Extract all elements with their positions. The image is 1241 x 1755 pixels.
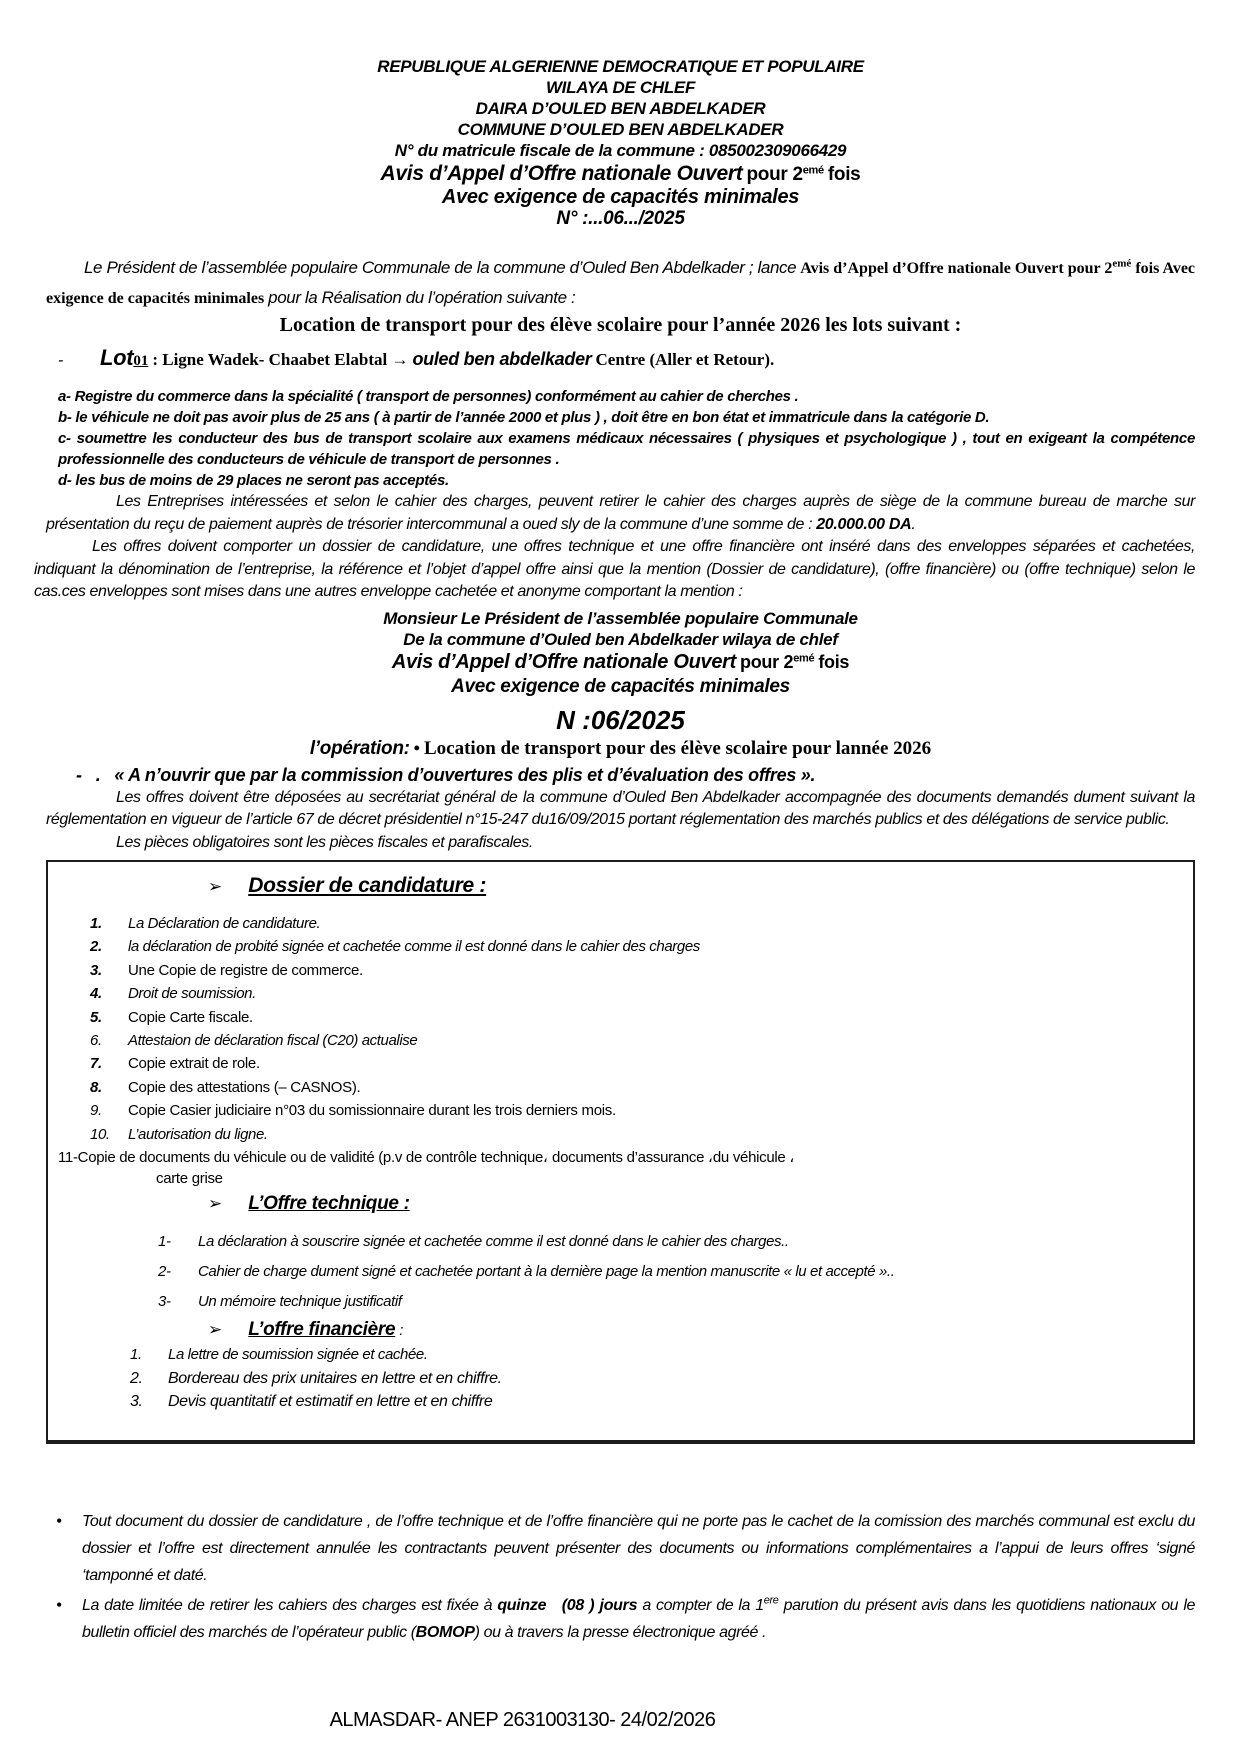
candidature-item: 6. Attestaion de déclaration fiscal (C20) actualise (90, 1032, 418, 1050)
paragraph-retrait (46, 491, 1195, 536)
lot-line (46, 343, 1195, 376)
candidature-heading (208, 874, 1179, 898)
warning-dot: . (95, 764, 101, 785)
mention-line-3-fois: fois (818, 651, 850, 672)
note-item-2 (56, 1592, 1195, 1646)
financiere-heading (208, 1319, 1179, 1341)
notice-title-pour: pour 2 (746, 164, 803, 185)
candidature-item: 9. Copie Casier judiciaire n°03 du somissionnaire durant les trois derniers mois. (90, 1102, 616, 1120)
candidature-item: 3. Une Copie de registre de commerce. (90, 961, 363, 979)
arrowhead-icon: ➢ (208, 1320, 223, 1340)
candidature-item: 2. la déclaration de probité signée et cachetée comme il est donné dans le cahier des charges (90, 938, 700, 956)
candidature-heading-text: Dossier de candidature : (248, 874, 487, 897)
candidature-item-11-line2: carte grise (156, 1170, 223, 1188)
mention-block (46, 608, 1195, 697)
notice-number: N° :...06.../2025 (556, 208, 685, 229)
warning-line (46, 763, 1195, 787)
note-item-1 (56, 1508, 1195, 1589)
technique-item: 2- Cahier de charge dument signé et cachetée portant à la dernière page la mention manuscrite « lu et accepté ».. (158, 1263, 895, 1281)
notice-title-sup: emé (802, 164, 824, 177)
lot-word: Lot (100, 345, 134, 370)
lot-place: ouled ben abdelkader (412, 349, 592, 369)
bullet-icon: • (56, 1594, 63, 1615)
mention-line-4: Avec exigence de capacités minimales (451, 675, 790, 697)
mention-line-1: Monsieur Le Président de l’assemblée populaire Communale (383, 608, 858, 628)
operation-line (46, 735, 1195, 763)
lot-route: : Ligne Wadek- Chaabet Elabtal → (152, 350, 409, 369)
notice-subtitle: Avec exigence de capacités minimales (441, 186, 800, 208)
financiere-item: 2. Bordereau des prix unitaires en lettre et en chiffre. (130, 1369, 502, 1387)
arrowhead-icon: ➢ (208, 877, 223, 896)
mention-line-2: De la commune d’Ouled ben Abdelkader wilaya de chlef (403, 629, 838, 649)
warning-dash: - (76, 764, 82, 785)
note-2-text: La date limitée de retirer les cahiers des charges est fixée à quinze (08 ) jours a compter de la 1ere parution du présent avis dans les quotidiens nationaux ou le bulletin officiel des marchés de l’opérateur public (BOMOP) ou à travers la presse électronique agréé . (82, 1594, 1196, 1641)
lot-dash: - (58, 352, 63, 369)
condition-a: a- Registre du commerce dans la spécialité ( transport de personnes) conformément au cahier de cherches . (58, 388, 799, 405)
mention-line-3-main: Avis d’Appel d’Offre nationale Ouvert (391, 650, 736, 673)
header-line-matricule: N° du matricule fiscale de la commune : 085002309066429 (394, 141, 847, 160)
paragraph-depot: Les offres doivent être déposées au secrétariat général de la commune d’Ouled Ben Abdelkader accompagnée des documents demandés dument suivant la réglementation en vigueur de l’article 67 de décret présidentiel n°15-247 du16/09/2015 portant réglementation des marchés publics et des délégations de service public. (46, 788, 1195, 828)
condition-c: c- soumettre les conducteur des bus de transport scolaire aux examens médicaux nécessaires ( physiques et psychologique ) , tout en exigeant la compétence professionnelle des conducteurs de véhicule de transport de personnes . (58, 430, 1195, 468)
intro-serif-sup: emé (1112, 257, 1132, 270)
candidature-item-11 (58, 1147, 1179, 1189)
financiere-heading-text: L’offre financière : (248, 1319, 404, 1341)
retrait-lead: Les Entreprises intéressées et (116, 493, 327, 510)
operation-title: Location de transport pour des élève scolaire pour l’année 2026 les lots suivant : (279, 314, 962, 336)
intro-paragraph (46, 253, 1195, 313)
intro-serif-a: Avis d’Appel d’Offre nationale Ouvert pour 2 (800, 260, 1113, 277)
technique-item: 3- Un mémoire technique justificatif (158, 1293, 402, 1311)
conditions-list (46, 386, 1195, 491)
arrowhead-icon: ➢ (208, 1194, 223, 1214)
candidature-item: 7. Copie extrait de role. (90, 1055, 260, 1073)
technique-heading (208, 1193, 1179, 1215)
header-line-republic: REPUBLIQUE ALGERIENNE DEMOCRATIQUE ET POPULAIRE (377, 57, 864, 76)
retrait-body: selon le cahier des charges, peuvent retirer le cahier des charges auprès de siège de la commune bureau de marche sur présentation du reçu de paiement auprès de trésorier intercommunal a oued sly de la commune d’une somme de : (46, 493, 1196, 533)
document-header (46, 56, 1195, 229)
condition-b: b- le véhicule ne doit pas avoir plus de 25 ans ( à partir de l’année 2000 et plus ) , doit être en bon état et immatricule dans la catégorie D. (58, 409, 990, 426)
financiere-list (58, 1343, 1179, 1414)
intro-tail: pour la Réalisation du l’opération suivante : (268, 288, 576, 307)
header-line-commune: COMMUNE D’OULED BEN ABDELKADER (457, 120, 784, 139)
technique-item: 1- La déclaration à souscrire signée et cachetée comme il est donné dans le cahier des charges.. (158, 1233, 789, 1251)
notice-title (46, 162, 1195, 187)
financiere-item: 1. La lettre de soumission signée et cachée. (130, 1346, 428, 1364)
footer-notes (46, 1508, 1195, 1646)
footer-reference: ALMASDAR- ANEP 2631003130- 24/02/2026 (329, 1709, 716, 1731)
paragraph-offres: Les offres doivent comporter un dossier de candidature, une offres technique et une offre financière ont inséré dans des enveloppes séparées et cachetées, indiquant la dénomination de l’entreprise, la référence et l’objet d’appel offre ainsi que la mention (Dossier de candidature), (offre financière) ou (offre technique) selon le cas.ces enveloppes sont mises dans une autres enveloppe cachetée et anonyme comportant la mention : (34, 538, 1195, 600)
dossier-box (46, 860, 1195, 1444)
technique-heading-text: L’Offre technique : (248, 1193, 410, 1215)
lot-tail: Centre (Aller et Retour). (595, 350, 775, 369)
note-1-text: Tout document du dossier de candidature , de l’offre technique et de l’offre financière qui ne porte pas le cachet de la comission des marchés communal est exclu du dossier et l’offre est directement annulée les contractants peuvent présenter des documents ou informations complémentaires a l’appui de leurs offres ‘signé ‘tamponné et daté. (82, 1512, 1195, 1584)
financiere-item: 3. Devis quantitatif et estimatif en lettre et en chiffre (130, 1393, 493, 1411)
header-line-daira: DAIRA D’OULED BEN ABDELKADER (475, 99, 766, 118)
candidature-list (58, 912, 1179, 1146)
notice-number-big: N :06/2025 (556, 704, 685, 735)
condition-d: d- les bus de moins de 29 places ne seront pas acceptés. (58, 472, 449, 489)
mention-line-3-pour: pour 2 (740, 651, 794, 672)
notice-title-fois: fois (827, 164, 861, 185)
document-footer (0, 1708, 1241, 1734)
header-line-wilaya: WILAYA DE CHLEF (545, 78, 696, 97)
mention-line-3 (46, 650, 1195, 676)
warning-text: « A n’ouvrir que par la commission d’ouvertures des plis et d’évaluation des offres ». (114, 764, 816, 785)
intro-lead: Le Président de l’assemblée populaire Communale de la commune d’Ouled Ben Abdelkader ; lance (84, 258, 797, 277)
notice-title-main: Avis d’Appel d’Offre nationale Ouvert (380, 162, 743, 185)
candidature-item: 8. Copie des attestations (– CASNOS). (90, 1078, 361, 1096)
technique-list (58, 1227, 1179, 1317)
candidature-item: 10. L’autorisation du ligne. (90, 1125, 268, 1143)
candidature-item: 4. Droit de soumission. (90, 985, 256, 1003)
bullet-icon: • (56, 1510, 63, 1531)
paragraph-pieces: Les pièces obligatoires sont les pièces fiscales et parafiscales. (116, 833, 533, 851)
operation-bullet: • (413, 737, 420, 758)
candidature-item: 5. Copie Carte fiscale. (90, 1008, 253, 1026)
operation-label: l’opération: (309, 737, 410, 759)
retrait-end: . (911, 515, 916, 533)
candidature-item: 1. La Déclaration de candidature. (90, 915, 321, 932)
retrait-amount: 20.000.00 DA (816, 515, 912, 533)
candidature-item-11-line1: 11-Copie de documents du véhicule ou de validité (p.v de contrôle technique، documents d’assurance ،du véhicule ، (58, 1149, 795, 1167)
mention-line-3-sup: emé (793, 652, 815, 665)
intro-serif-b: fois Avec exigence de capacités minimales (46, 260, 1196, 307)
operation-text: Location de transport pour des élève scolaire pour lannée 2026 (423, 737, 932, 759)
lot-number: 01 (133, 353, 149, 369)
